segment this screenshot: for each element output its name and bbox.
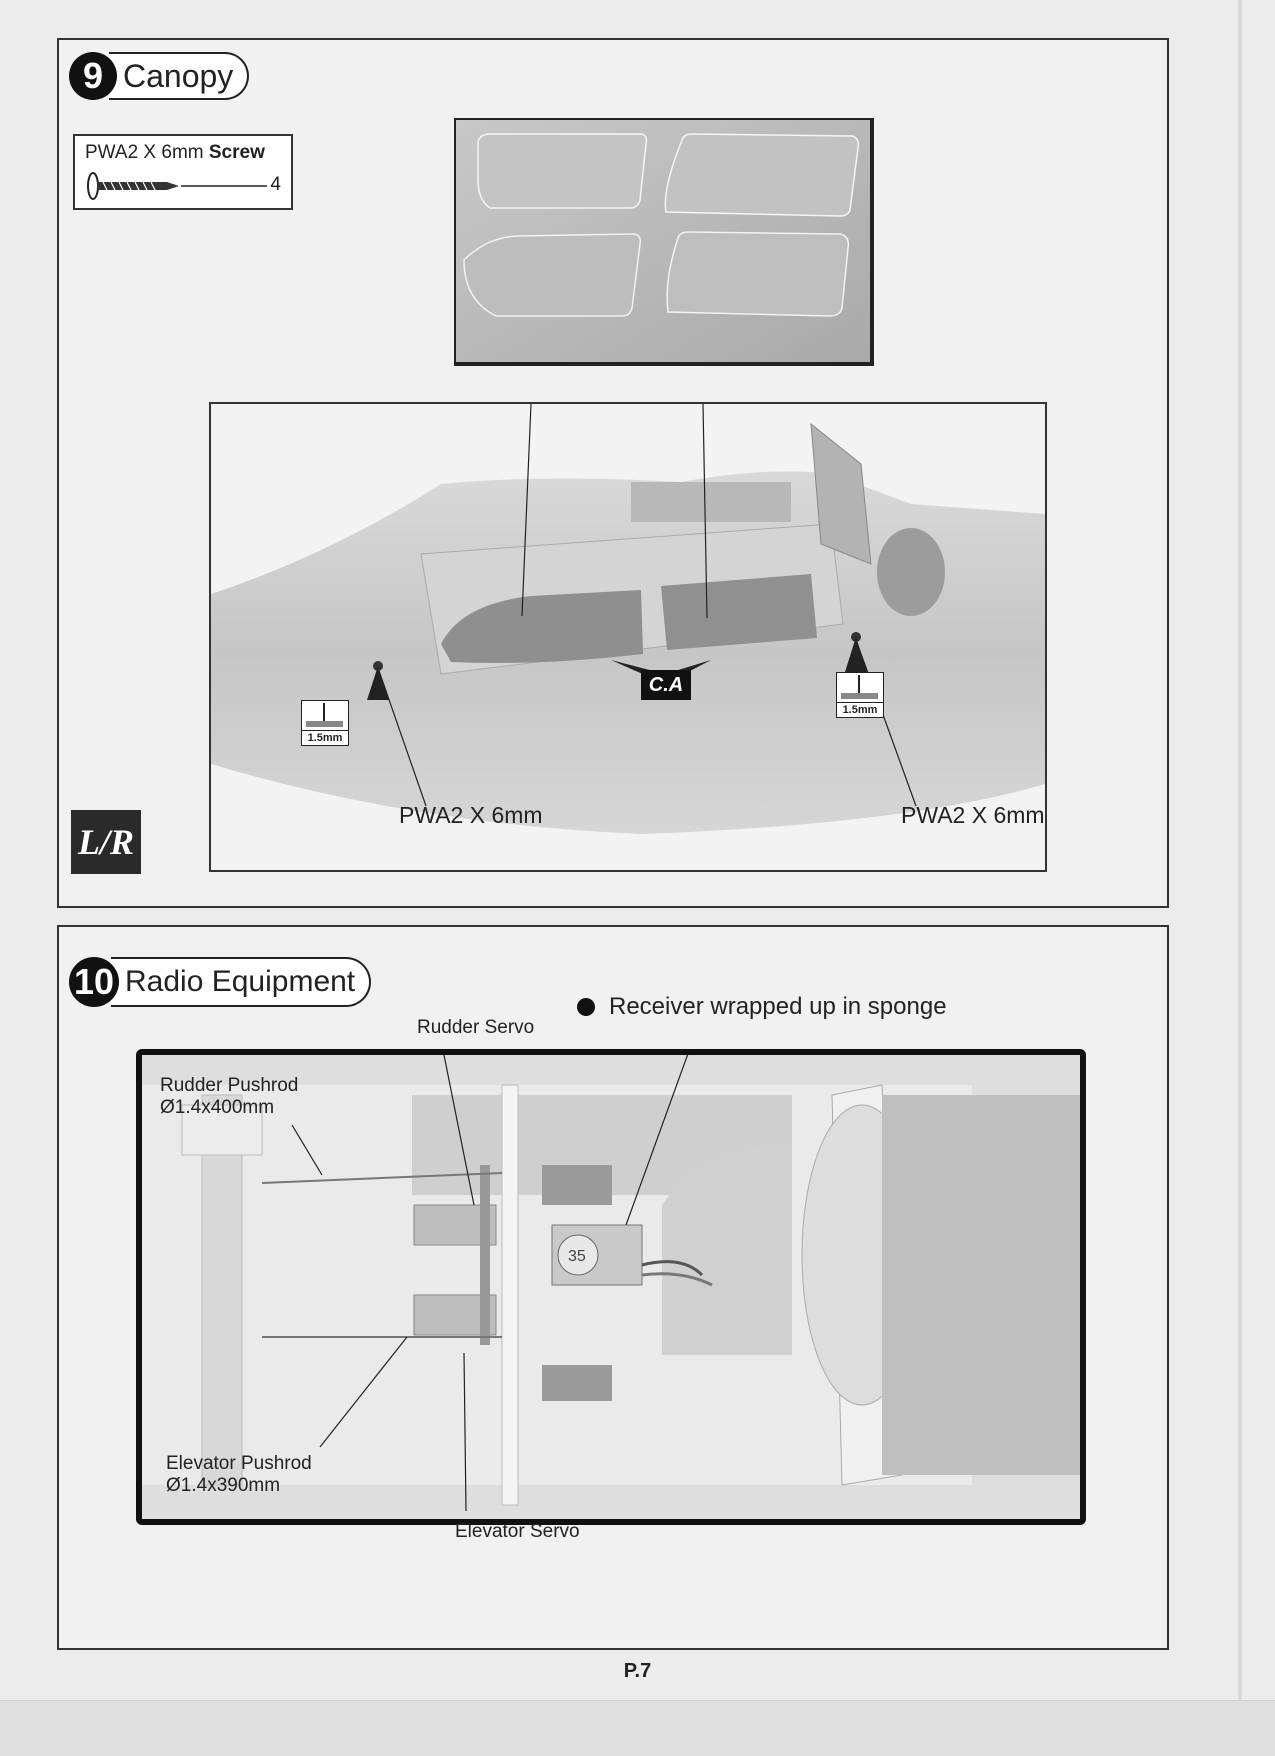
receiver-note-text: Receiver wrapped up in sponge <box>609 993 947 1020</box>
lr-badge: L/R <box>71 810 141 874</box>
parts-legend-type: Screw <box>208 142 265 163</box>
drill-size-left: 1.5mm <box>302 730 348 745</box>
parts-legend <box>73 134 293 210</box>
ca-glue-badge: C.A <box>641 670 691 700</box>
step9-heading <box>69 52 249 100</box>
fuselage-illustration <box>211 404 1045 870</box>
fuselage-canopy-photo <box>209 402 1047 872</box>
parts-legend-name: PWA2 X 6mm <box>85 142 204 163</box>
step10-heading <box>69 957 371 1007</box>
step10-title: Radio Equipment <box>111 957 371 1007</box>
rudder-pushrod-label <box>160 1075 298 1119</box>
elevator-pushrod-label <box>166 1453 312 1497</box>
binding-spine <box>1238 0 1242 1755</box>
canopy-windows-illustration <box>456 120 872 364</box>
page-bottom-edge <box>0 1700 1275 1756</box>
drill-icon-right <box>836 672 884 718</box>
screw-label-left: PWA2 X 6mm <box>399 802 543 828</box>
elevator-pushrod-size: Ø1.4x390mm <box>166 1475 281 1496</box>
parts-legend-quantity: 4 <box>270 174 281 195</box>
step10-number: 10 <box>69 957 119 1007</box>
radio-compartment-illustration <box>142 1055 1080 1519</box>
rudder-pushrod-size: Ø1.4x400mm <box>160 1097 275 1118</box>
step10-panel <box>57 925 1169 1650</box>
rudder-pushrod-name: Rudder Pushrod <box>160 1075 299 1096</box>
drill-icon-left <box>301 700 349 746</box>
receiver-note <box>577 993 947 1021</box>
elevator-pushrod-name: Elevator Pushrod <box>166 1453 312 1474</box>
screw-icon <box>81 170 281 204</box>
canopy-windows-photo <box>454 118 874 366</box>
servo-number-label: 35 <box>568 1248 586 1265</box>
step9-number: 9 <box>69 52 117 100</box>
radio-compartment-photo <box>136 1049 1086 1525</box>
elevator-servo-label: Elevator Servo <box>455 1521 580 1542</box>
screw-label-right: PWA2 X 6mm <box>901 802 1045 828</box>
bullet-icon <box>577 998 595 1016</box>
step9-panel <box>57 38 1169 908</box>
rudder-servo-label: Rudder Servo <box>417 1017 535 1038</box>
step9-title: Canopy <box>109 52 249 100</box>
drill-size-right: 1.5mm <box>837 702 883 717</box>
page-number: P.7 <box>623 1660 652 1682</box>
